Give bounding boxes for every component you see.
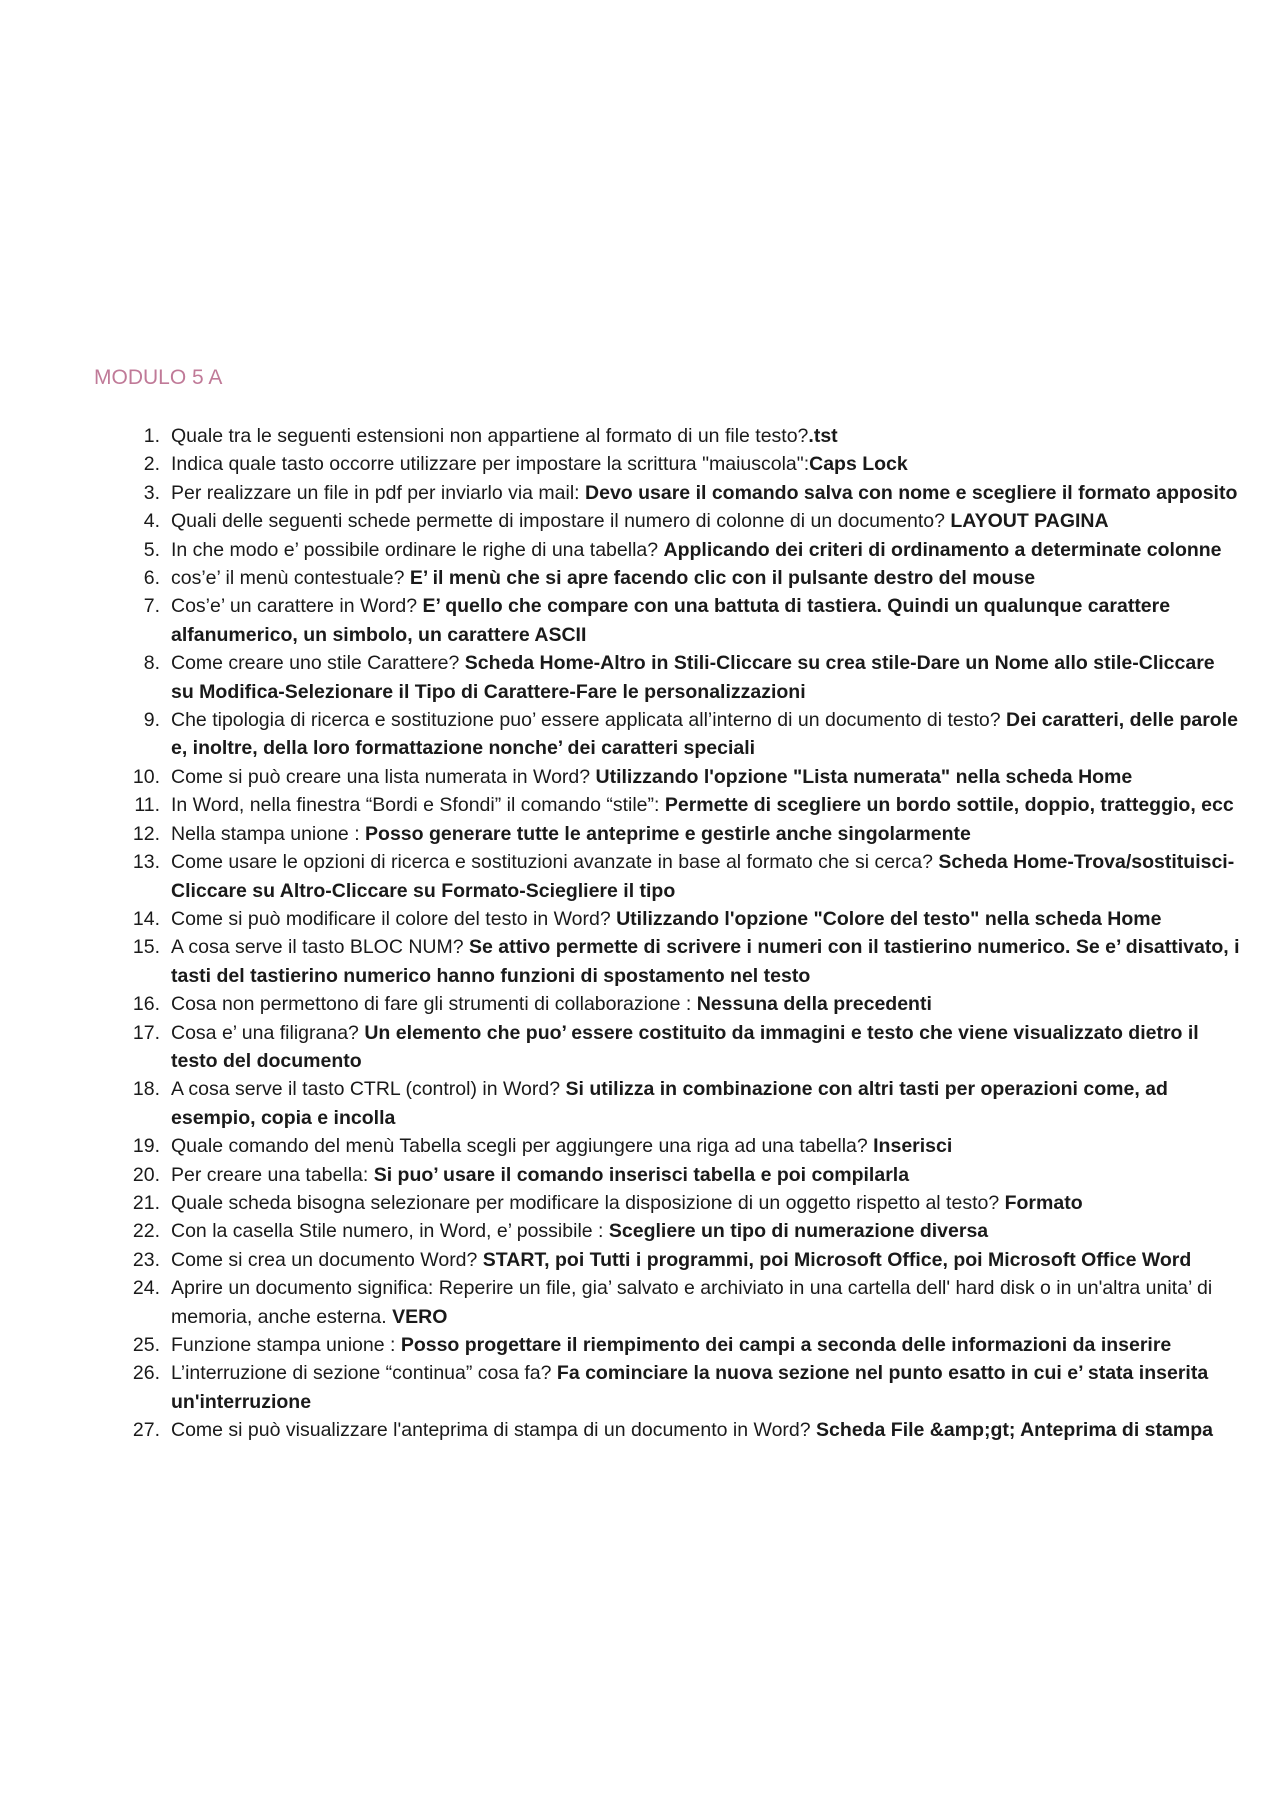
list-item [0,905,1280,933]
item-number: 22. [132,1220,160,1243]
item-number: 20. [132,1163,160,1186]
item-answer: Scheda Home-Altro in Stili-Cliccare su crea stile-Dare un Nome allo stile-Cliccare su Modifica-Selezionare il Tipo di Carattere-Fare le personalizzazioni [171,652,1215,703]
item-question: Come si crea un documento Word? [171,1248,483,1271]
item-number: 16. [132,993,160,1016]
item-question: Funzione stampa unione : [171,1334,401,1356]
item-question: Aprire un documento significa: Reperire un file, gia’ salvato e archiviato in una cartella dell' hard disk o in un'altra unita’ di memoria, anche esterna. [171,1277,1213,1328]
list-item [0,507,1280,535]
item-question: Per creare una tabella: [171,1163,374,1186]
item-question: Come si può creare una lista numerata in Word? [171,765,596,788]
item-number: 2. [143,453,160,476]
item-number: 1. [143,425,160,447]
list-item [0,649,1280,706]
item-answer: Utilizzando l'opzione "Colore del testo" nella scheda Home [616,907,1162,930]
item-number: 5. [143,538,160,561]
item-answer: Posso generare tutte le anteprime e gestirle anche singolarmente [365,822,971,845]
item-question: cos’e’ il menù contestuale? [171,567,410,590]
item-question: Cosa non permettono di fare gli strumenti di collaborazione : [171,993,697,1016]
item-answer: Dei caratteri, delle parole e, inoltre, della loro formattazione nonche’ dei caratteri speciali [171,709,1238,760]
item-answer: Si puo’ usare il comando inserisci tabella e poi compilarla [373,1163,910,1186]
item-answer: Scheda Home-Trova/sostituisci-Cliccare su Altro-Cliccare su Formato-Sciegliere il tipo [171,851,1235,902]
item-answer: Scegliere un tipo di numerazione diversa [608,1220,989,1243]
list-item [0,1416,1280,1444]
item-question: Nella stampa unione : [171,822,366,845]
list-item [0,536,1280,564]
item-question: In che modo e’ possibile ordinare le righe di una tabella? [171,538,664,561]
item-number: 24. [132,1277,160,1300]
item-answer: Scheda File &amp;gt; Anteprima di stampa [816,1419,1213,1442]
item-question: In Word, nella finestra “Bordi e Sfondi” il comando “stile”: [171,794,665,817]
list-item [0,820,1280,848]
item-question: Come usare le opzioni di ricerca e sostituzioni avanzate in base al formato che si cerca? [171,851,939,874]
list-item [0,848,1280,905]
item-number: 12. [132,822,160,845]
list-item [0,592,1280,649]
item-question: Quali delle seguenti schede permette di impostare il numero di colonne di un documento? [171,510,951,533]
item-answer: LAYOUT PAGINA [950,510,1109,533]
item-number: 10. [132,765,160,788]
item-number: 23. [132,1248,160,1271]
item-number: 14. [132,907,160,930]
item-question: A cosa serve il tasto BLOC NUM? [171,936,470,959]
list-item [0,791,1280,819]
list-item [0,1132,1280,1160]
question-list [0,422,1280,1445]
item-question: Per realizzare un file in pdf per inviarlo via mail: [171,481,586,504]
list-item [0,1217,1280,1245]
item-answer: Nessuna della precedenti [696,993,932,1016]
item-answer: Se attivo permette di scrivere i numeri con il tastierino numerico. Se e’ disattivato, i tasti del tastierino numerico hanno funzioni di spostamento nel testo [171,936,1240,987]
item-number: 6. [143,567,160,590]
item-answer: Formato [1004,1191,1083,1214]
item-number: 25. [132,1334,160,1356]
item-number: 4. [143,510,160,533]
list-item [0,933,1280,990]
item-number: 26. [132,1362,160,1385]
item-answer: START, poi Tutti i programmi, poi Microsoft Office, poi Microsoft Office Word [482,1248,1192,1271]
list-item [0,1331,1280,1359]
item-number: 11. [134,794,160,817]
item-question: Quale comando del menù Tabella scegli per aggiungere una riga ad una tabella? [171,1135,874,1158]
item-question: A cosa serve il tasto CTRL (control) in Word? [171,1078,566,1101]
item-question: Che tipologia di ricerca e sostituzione puo’ essere applicata all’interno di un documento di testo? [171,709,1007,732]
item-question: Cosa e’ una filigrana? [171,1021,365,1044]
item-number: 27. [132,1419,160,1442]
list-item [0,1189,1280,1217]
item-answer: Un elemento che puo’ essere costituito da immagini e testo che viene visualizzato dietro il testo del documento [171,1021,1199,1072]
list-item [0,1019,1280,1076]
list-item [0,564,1280,592]
item-number: 15. [132,936,160,959]
item-question: Come si può modificare il colore del testo in Word? [171,907,617,930]
item-question: Come si può visualizzare l'anteprima di stampa di un documento in Word? [171,1419,817,1442]
list-item [0,1274,1280,1331]
list-item [0,422,1280,450]
item-answer: Fa cominciare la nuova sezione nel punto esatto in cui e’ stata inserita un'interruzione [171,1362,1209,1413]
item-answer: Posso progettare il riempimento dei campi a seconda delle informazioni da inserire [400,1334,1172,1356]
item-answer: Inserisci [873,1135,953,1158]
item-answer: Applicando dei criteri di ordinamento a determinate colonne [663,538,1222,561]
item-answer: E’ quello che compare con una battuta di tastiera. Quindi un qualunque carattere alfanumerico, un simbolo, un carattere ASCII [171,595,1171,646]
item-question: Con la casella Stile numero, in Word, e’ possibile : [171,1220,609,1243]
item-number: 17. [132,1021,160,1044]
list-item [0,706,1280,763]
list-item [0,1246,1280,1274]
page-title: MODULO 5 A [94,366,223,389]
item-number: 8. [143,652,160,675]
item-answer: VERO [392,1305,448,1328]
item-answer: Devo usare il comando salva con nome e scegliere il formato apposito [585,481,1238,504]
item-number: 19. [132,1135,160,1158]
item-answer: Utilizzando l'opzione "Lista numerata" nella scheda Home [595,765,1133,788]
list-item [0,450,1280,478]
item-number: 7. [143,595,160,618]
item-number: 3. [143,481,160,504]
item-answer: Caps Lock [809,453,908,476]
item-question: Quale tra le seguenti estensioni non appartiene al formato di un file testo? [171,425,809,447]
list-item [0,479,1280,507]
list-item [0,1075,1280,1132]
item-number: 13. [132,851,160,874]
item-answer: Permette di scegliere un bordo sottile, doppio, tratteggio, ecc [664,794,1234,817]
item-number: 18. [132,1078,160,1101]
item-question: Indica quale tasto occorre utilizzare per impostare la scrittura "maiuscola": [171,453,810,476]
list-item [0,990,1280,1018]
item-answer: Si utilizza in combinazione con altri tasti per operazioni come, ad esempio, copia e incolla [171,1078,1168,1129]
item-question: Cos’e’ un carattere in Word? [171,595,423,618]
item-question: L’interruzione di sezione “continua” cosa fa? [171,1362,557,1385]
item-number: 9. [143,709,160,732]
item-question: Come creare uno stile Carattere? [171,652,465,675]
item-answer: .tst [808,425,838,447]
item-answer: E’ il menù che si apre facendo clic con il pulsante destro del mouse [409,567,1036,590]
list-item [0,1359,1280,1416]
item-number: 21. [132,1191,160,1214]
item-question: Quale scheda bisogna selezionare per modificare la disposizione di un oggetto rispetto al testo? [171,1191,1005,1214]
list-item [0,763,1280,791]
list-item [0,1161,1280,1189]
